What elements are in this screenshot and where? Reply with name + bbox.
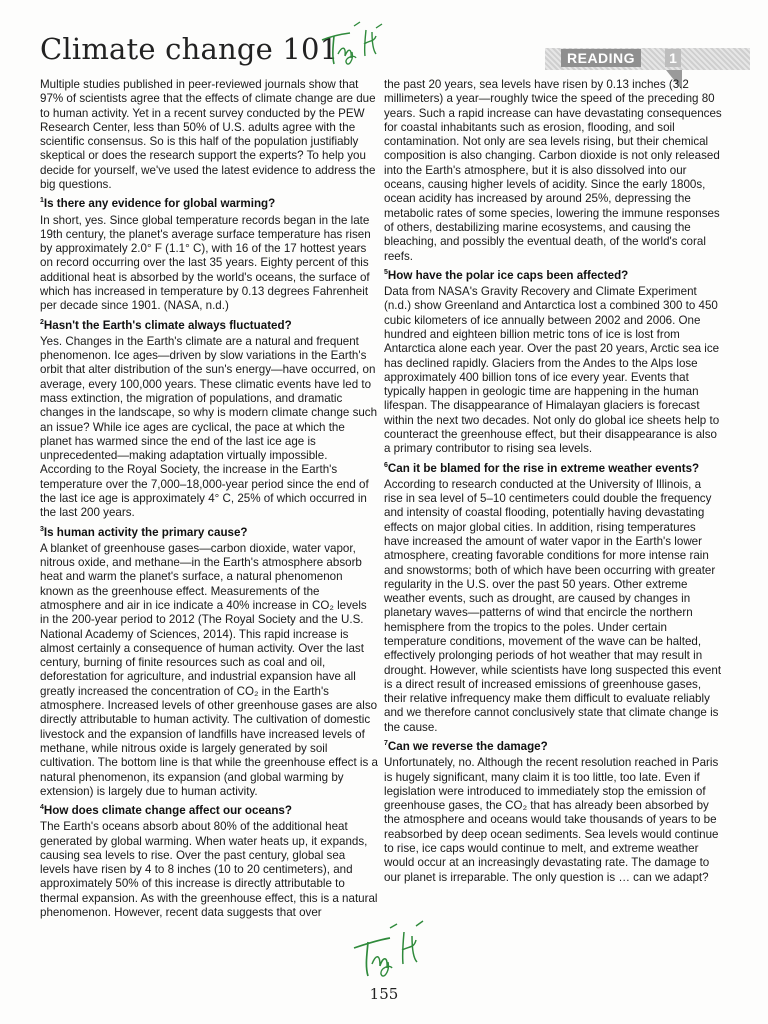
question-text: Can we reverse the damage? [387,739,548,753]
body-paragraph: Multiple studies published in peer-reviewed journals show that 97% of scientists agree that the effects of climate change are due to human activity. Yet in a recent survey conducted by the PEW Research Center, less than 50% of U.S. adults agree with the scientific consensus. So is this half of the population justifiably skeptical or does the research support the experts? To help you decide for yourself, we've used the latest evidence to address the big questions. [40,78,376,192]
question-text: How have the polar ice caps been affected? [387,268,629,282]
page-title: Climate change 101 [40,32,339,66]
left-column [40,78,378,922]
question-heading [384,737,722,754]
handwritten-signature-top [318,18,388,70]
question-heading [384,459,722,476]
body-paragraph: The Earth's oceans absorb about 80% of the additional heat generated by global warming. When water heats up, it expands, causing sea levels to rise. Over the past century, global sea levels have risen by 4 to 8 inches (10 to 20 centimeters), and approximately 50% of this increase is directly attributable to thermal expansion. As with the greenhouse effect, this is a natural phenomenon. However, recent data suggests that over [40,820,378,920]
question-text: How does climate change affect our oceans? [43,803,292,817]
body-paragraph: According to research conducted at the University of Illinois, a rise in sea level of 5–10 centimeters could double the frequency and intensity of coastal flooding, potentially having devastating effects on major global cities. In addition, rising temperatures have increased the amount of water vapor in the Earth's lower atmosphere, creating favorable conditions for more intense rain and snowstorms; both of which have been occurring with greater regularity in the U.S. over the past 50 years. Other extreme weather events, such as drought, are caused by changes in planetary waves—patterns of wind that encircle the northern hemisphere from the tropics to the poles. Under certain temperature conditions, movement of the wave can be halted, effectively prolonging periods of hot weather that may result in drought. However, while scientists have long suspected this event is a direct result of increased emissions of greenhouse gases, their relative infrequency make them difficult to evaluate reliably and we therefore cannot conclusively state that climate change is the cause. [384,477,722,734]
question-number: 7 [384,740,388,748]
handwritten-signature-bottom [350,918,430,982]
body-paragraph: the past 20 years, sea levels have risen by 0.13 inches (3.2 millimeters) a year—roughly twice the speed of the preceding 80 years. Such a rapid increase can have devastating consequences for coastal inhabitants such as erosion, flooding, and soil contamination. Not only are sea levels rising, but their chemical composition is also changing. Carbon dioxide is not only released into the Earth's atmosphere, but it is also dissolved into our oceans, causing higher levels of acidity. Since the early 1800s, ocean acidity has increased by around 25%, depressing the metabolic rates of some species, lowering the immune responses of others, destabilizing marine ecosystems, and causing the bleaching, and possibly the eventual death, of the world's coral reefs. [384,78,722,263]
question-number: 2 [40,318,44,326]
reading-label: READING [561,49,641,67]
question-heading [384,266,722,283]
question-number: 5 [384,268,388,276]
right-column [384,78,722,887]
question-number: 1 [40,197,44,205]
question-number: 4 [40,804,44,812]
page-number: 155 [369,985,399,1003]
question-heading [40,194,378,211]
question-number: 3 [40,525,44,533]
body-paragraph: Yes. Changes in the Earth's climate are a natural and frequent phenomenon. Ice ages—driven by slow variations in the Earth's orbit that alter distribution of the sun's energy—have occurred, on average, every 100,000 years. These climatic events have led to mass extinction, the migration of populations, and dramatic changes in the landscape, so why is modern climate change such an issue? While ice ages are cyclical, the pace at which the planet has warmed since the end of the last ice age is unprecedented—making adaptation virtually impossible. According to the Royal Society, the increase in the Earth's temperature over the 7,000–18,000-year period since the end of the last ice age is approximately 4° C, 25% of which occurred in the last 200 years. [40,334,378,520]
question-text: Can it be blamed for the rise in extreme weather events? [387,461,700,475]
question-number: 6 [384,461,388,469]
reading-number: 1 [665,49,681,67]
body-paragraph: Unfortunately, no. Although the recent resolution reached in Paris is hugely significant, many claim it is too little, too late. Even if legislation were introduced to immediately stop the emission of greenhouse gases, the CO₂ that has already been absorbed by the atmosphere and oceans would take thousands of years to be reabsorbed by deep ocean sediments. Sea levels would continue to rise, ice caps would continue to melt, and extreme weather would occur at an increasingly devastating rate. The damage to our planet is irreparable. The only question is … can we adapt? [384,756,719,884]
question-text: Is there any evidence for global warming? [43,197,276,211]
question-text: Hasn't the Earth's climate always fluctuated? [43,318,292,332]
reading-badge [545,48,750,70]
body-paragraph: Data from NASA's Gravity Recovery and Climate Experiment (n.d.) show Greenland and Antarctica lost a combined 300 to 450 cubic kilometers of ice annually between 2002 and 2006. One hundred and eighteen billion metric tons of ice is lost from Antarctica alone each year. Over the past 20 years, Arctic sea ice has declined rapidly. Glaciers from the Andes to the Alps lose approximately 400 billion tons of ice every year. Events that typically happen in geologic time are happening in the human lifespan. The disappearance of Himalayan glaciers is forecast within the next two decades. Not only do global ice sheets help to counteract the greenhouse effect, but their disappearance is also a primary contributor to rising sea levels. [384,285,720,456]
question-text: Is human activity the primary cause? [43,525,248,539]
question-heading [40,801,378,818]
body-paragraph: In short, yes. Since global temperature records began in the late 19th century, the planet's average surface temperature has risen by approximately 2.0° F (1.1° C), with 16 of the 17 hottest years on record occurring over the last 35 years. Eighty percent of this additional heat is absorbed by the world's oceans, the surface of which has increased in temperature by 0.13 degrees Fahrenheit per decade since 1901. (NASA, n.d.) [40,213,371,313]
question-heading [40,523,378,540]
question-heading [40,316,378,333]
body-paragraph: A blanket of greenhouse gases—carbon dioxide, water vapor, nitrous oxide, and methane—in the Earth's atmosphere absorb heat and warm the planet's surface, a natural phenomenon known as the greenhouse effect. Measurements of the atmosphere and air in ice indicate a 40% increase in CO₂ levels in the 200-year period to 2012 (The Royal Society and the U.S. National Academy of Sciences, 2014). This rapid increase is almost certainly a consequence of human activity. Over the last century, burning of finite resources such as coal and oil, deforestation for agriculture, and industrial expansion have all greatly increased the concentration of CO₂ in the Earth's atmosphere. Increased levels of other greenhouse gases are also directly attributable to human activity. The cultivation of domestic livestock and the expansion of landfills have increased levels of methane, while nitrous oxide is largely generated by soil cultivation. The bottom line is that while the greenhouse effect is a natural phenomenon, its expansion (and global warming by extension) is largely due to human activity. [40,541,378,798]
